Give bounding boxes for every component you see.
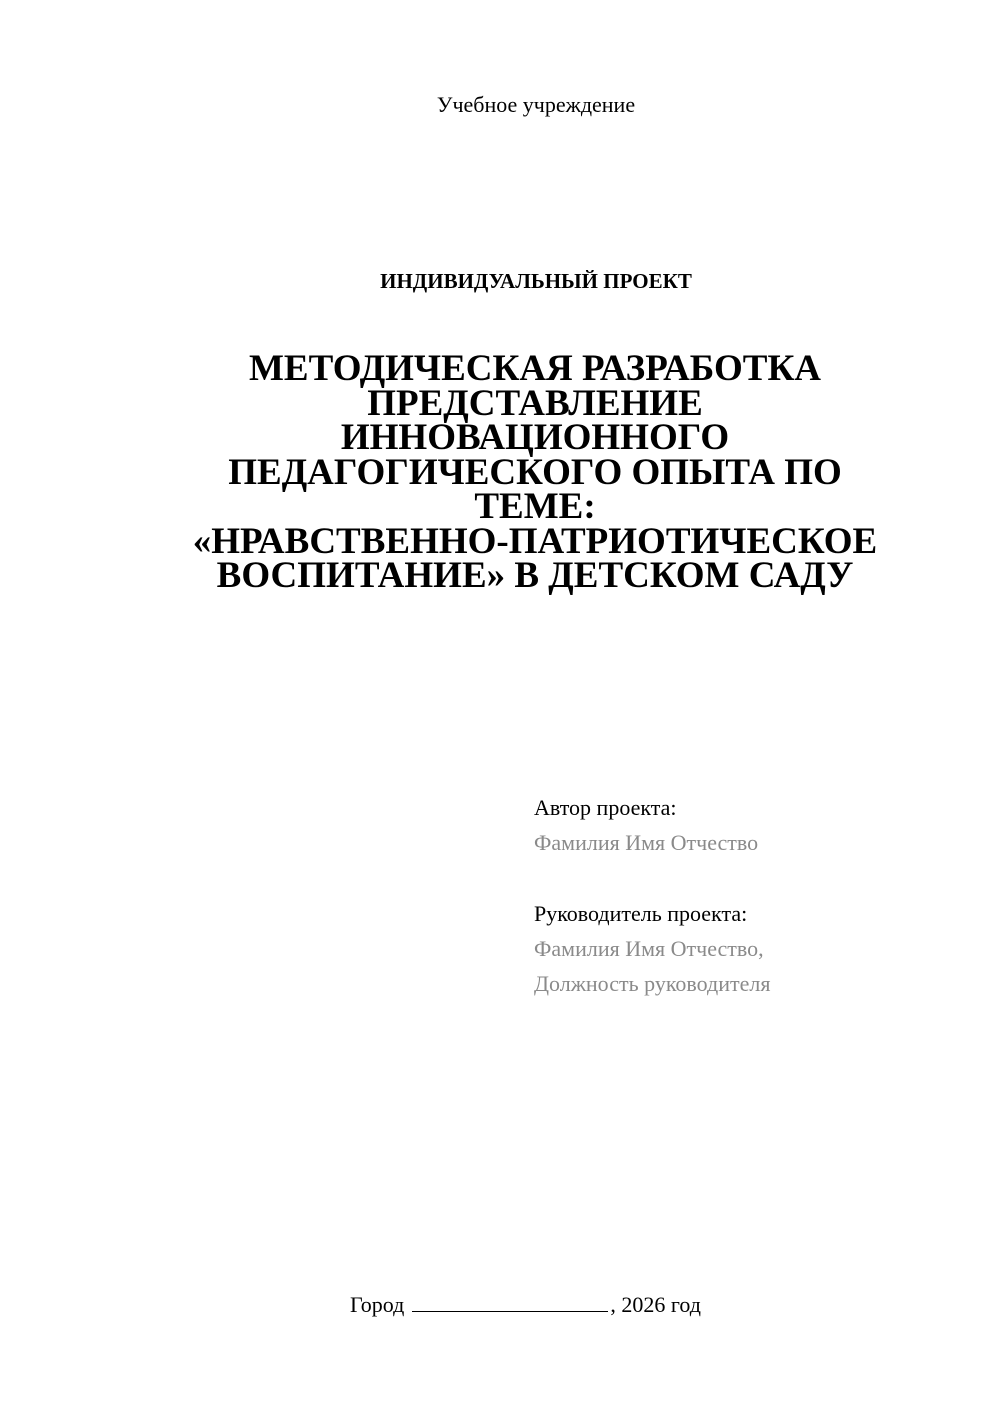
city-label: Город [350,1292,405,1317]
author-label: Автор проекта: [534,795,677,820]
supervisor-label: Руководитель проекта: [534,901,748,926]
supervisor-position-field[interactable]: Должность руководителя [534,971,771,996]
author-name-field[interactable]: Фамилия Имя Отчество [534,830,759,855]
title-line: ВОСПИТАНИЕ» В ДЕТСКОМ САДУ [216,555,854,596]
supervisor-name-field[interactable]: Фамилия Имя Отчество, [534,936,764,961]
project-title [150,348,920,596]
city-year-line [350,1291,701,1319]
authorship-block [534,790,974,1001]
project-type-heading: ИНДИВИДУАЛЬНЫЙ ПРОЕКТ [380,269,692,293]
year-text: , 2026 год [610,1292,701,1317]
title-line: ТЕМЕ: [474,486,596,527]
title-line: «НРАВСТВЕННО-ПАТРИОТИЧЕСКОЕ [192,520,878,562]
title-line: ИННОВАЦИОННОГО [340,417,730,458]
city-blank-field[interactable] [412,1291,608,1312]
title-line: ПЕДАГОГИЧЕСКОГО ОПЫТА ПО [228,451,842,493]
title-line: МЕТОДИЧЕСКАЯ РАЗРАБОТКА [248,348,822,389]
institution-name: Учебное учреждение [436,92,636,117]
title-line: ПРЕДСТАВЛЕНИЕ [367,382,703,424]
block-spacer [534,860,974,896]
